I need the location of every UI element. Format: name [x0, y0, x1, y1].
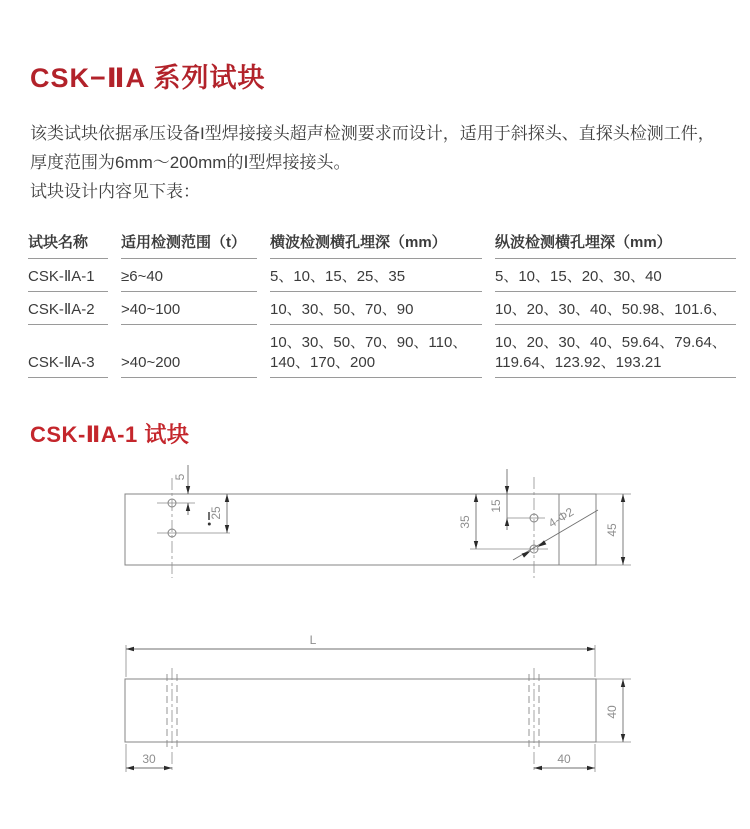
dim-length-label: L [309, 633, 317, 647]
dim-right-offset [534, 744, 595, 772]
dim-45 [596, 494, 631, 565]
intro-line-2: 试块设计内容见下表： [30, 182, 200, 201]
dim-thickness-label: 40 [605, 705, 619, 719]
spec-table [28, 228, 736, 378]
hole-callout-label: 4-Φ2 [545, 504, 577, 531]
hidden-hole-lines [167, 668, 539, 772]
table-cell: 5、10、15、25、35 [270, 259, 482, 292]
dim-25 [209, 494, 229, 533]
technical-drawing [0, 455, 750, 815]
table-cell: 10、20、30、40、59.64、79.64、119.64、123.92、193.21 [495, 325, 736, 378]
table-row-1-name: CSK-ⅡA-1 [28, 259, 108, 292]
table-cell: >40~200 [121, 325, 257, 378]
table-header-col2: 适用检测范围（t） [121, 228, 257, 259]
dim-right-offset-label: 40 [557, 752, 571, 766]
front-block-outline [125, 679, 596, 742]
table-cell: ≥6~40 [121, 259, 257, 292]
table-cell: 10、30、50、70、90、110、140、170、200 [270, 325, 482, 378]
section-title: CSK-ⅡA-1 试块 [30, 422, 190, 447]
dim-5 [173, 465, 211, 526]
table-cell: 5、10、15、20、30、40 [495, 259, 736, 292]
dim-5-label: 5 [173, 473, 187, 481]
table-header-col4: 纵波检测横孔埋深（mm） [495, 228, 736, 259]
dim-left-offset [126, 744, 172, 772]
dim-left-offset-label: 30 [142, 752, 156, 766]
page-title: CSK−ⅡA 系列试块 [30, 63, 266, 93]
dim-35 [458, 494, 478, 549]
dim-length [126, 633, 595, 677]
table-cell: >40~100 [121, 292, 257, 325]
table-row-2-name: CSK-ⅡA-2 [28, 292, 108, 325]
dim-45-label: 45 [605, 523, 619, 537]
table-row-3-name: CSK-ⅡA-3 [28, 325, 108, 378]
table-cell: 10、20、30、40、50.98、101.6、 [495, 292, 736, 325]
table-header-col1: 试块名称 [28, 228, 108, 259]
hole-callout-leader [513, 504, 598, 560]
dim-25-label: 25 [209, 506, 223, 520]
front-view-drawing [125, 633, 631, 772]
table-cell: 10、30、50、70、90 [270, 292, 482, 325]
dim-15-label: 15 [489, 499, 503, 513]
table-header-col3: 横波检测横孔埋深（mm） [270, 228, 482, 259]
dim-15 [489, 469, 509, 530]
dim-thickness [596, 679, 631, 742]
intro-paragraph [30, 119, 730, 206]
dim-35-label: 35 [458, 515, 472, 529]
top-view-drawing [125, 465, 631, 578]
intro-line-1: 该类试块依据承压设备I型焊接接头超声检测要求而设计，适用于斜探头、直探头检测工件，厚度范围为6mm～200mm的Ⅰ型焊接接头。 [30, 124, 715, 172]
